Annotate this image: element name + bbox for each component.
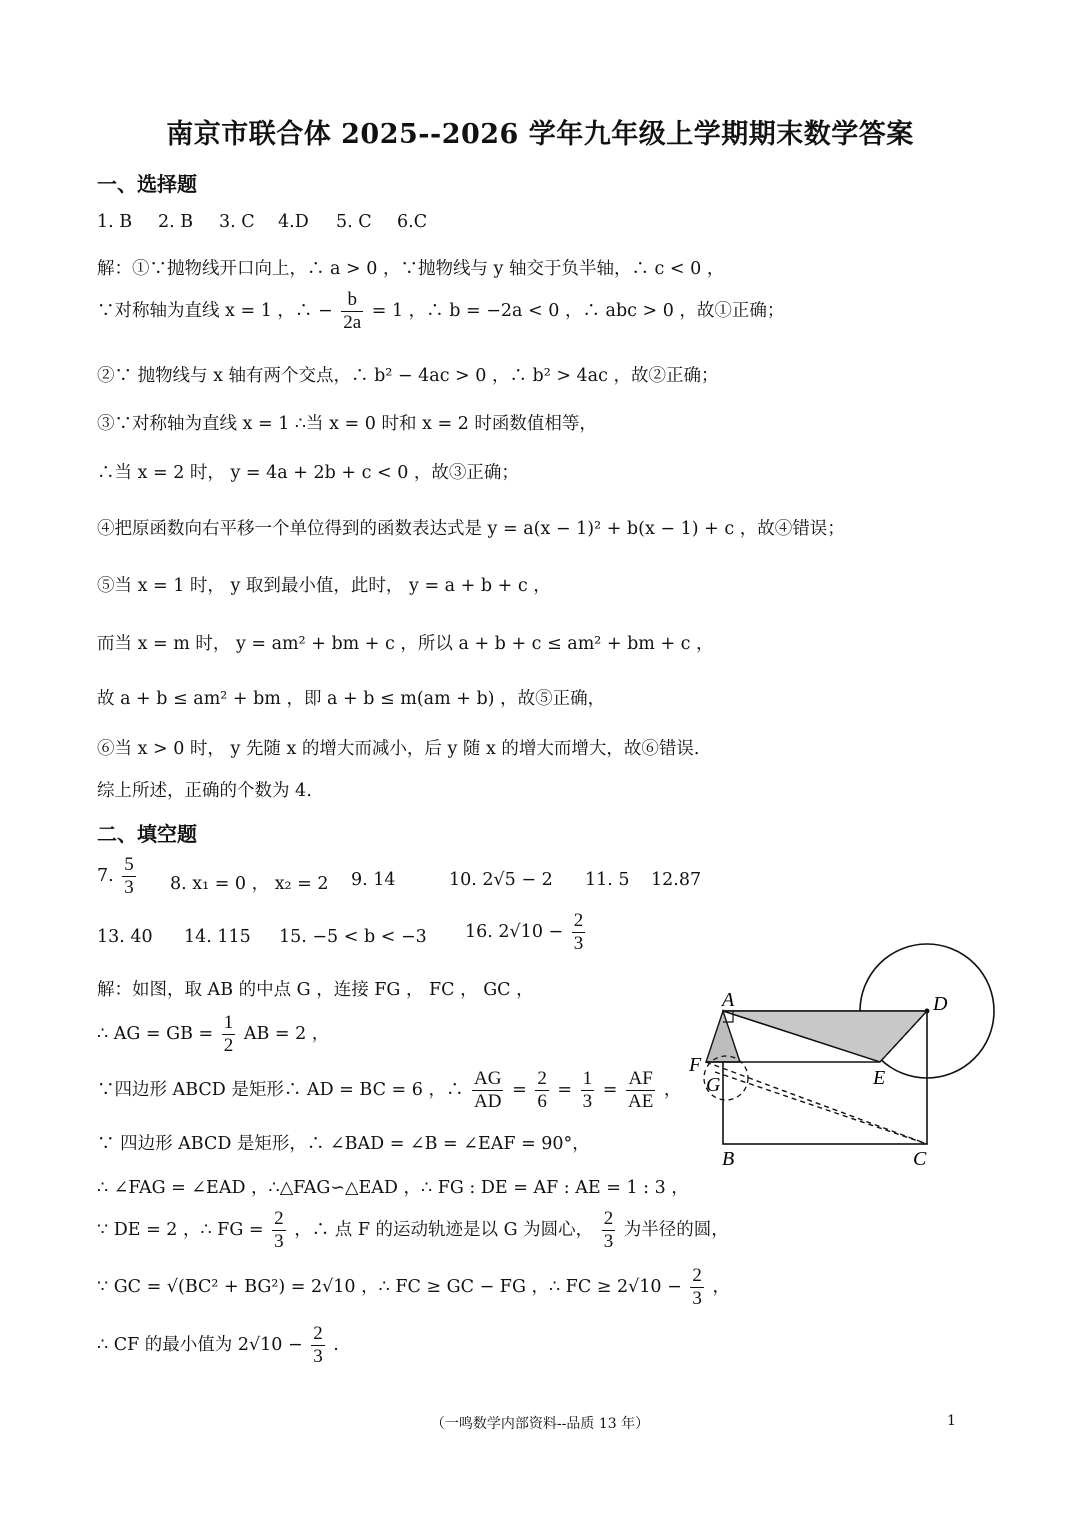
denominator: 3	[274, 1231, 284, 1252]
solution-line-fraction	[97, 1208, 729, 1253]
solution-line: ③∵对称轴为直线 x = 1 ∴当 x = 0 时和 x = 2 时函数值相等，	[97, 414, 597, 434]
denominator: 3	[124, 877, 134, 898]
fraction	[535, 1068, 549, 1113]
solution-line: 解：①∵抛物线开口向上，∴ a > 0 ，∵抛物线与 y 轴交于负半轴，∴ c < 0 ，	[97, 259, 725, 279]
numerator: AG	[474, 1068, 502, 1089]
solution-line: ∴当 x = 2 时， y = 4a + 2b + c < 0 ，故③正确；	[97, 463, 519, 483]
answer-6: 6.C	[397, 212, 428, 232]
solution-line: ∴ ∠FAG = ∠EAD ，∴△FAG∽△EAD ，∴ FG : DE = AF : AE = 1 : 3 ，	[97, 1178, 689, 1198]
solution-line: ∵ 四边形 ABCD 是矩形，∴ ∠BAD = ∠B = ∠EAF = 90°，	[97, 1134, 590, 1154]
text-segment: ∵四边形 ABCD 是矩形∴ AD = BC = 6 ，∴	[97, 1080, 464, 1100]
section-heading-choice: 一、选择题	[97, 172, 197, 196]
fill-answer-8: 8. x₁ = 0 ， x₂ = 2	[170, 874, 329, 894]
shaded-small-triangle	[706, 1011, 740, 1062]
geometry-figure	[680, 935, 1010, 1175]
point-d	[925, 1009, 930, 1014]
denominator: 2a	[343, 312, 362, 333]
answer-label: 16. 2√10 −	[465, 922, 564, 942]
solution-line: ②∵ 抛物线与 x 轴有两个交点，∴ b² − 4ac > 0 ，∴ b² > 4ac ，故②正确；	[97, 366, 719, 386]
numerator: 2	[537, 1068, 547, 1089]
fraction	[272, 1208, 286, 1253]
segment-fc	[706, 1062, 927, 1144]
text-segment: ∴ CF 的最小值为 2√10 −	[97, 1335, 303, 1355]
denominator: 6	[537, 1091, 547, 1112]
equals-sign: =	[602, 1080, 618, 1100]
text-segment: ，	[712, 1277, 730, 1297]
label-g: G	[706, 1074, 721, 1096]
fill-answer-7	[97, 854, 139, 899]
solution-line-fraction	[97, 289, 784, 334]
label-b: B	[722, 1148, 735, 1170]
fraction	[581, 1068, 595, 1113]
denominator: AE	[627, 1091, 654, 1112]
fraction	[341, 289, 363, 334]
denominator: 3	[692, 1288, 702, 1309]
numerator: AF	[626, 1068, 655, 1091]
fraction	[472, 1068, 503, 1113]
solution-line: ⑥当 x > 0 时， y 先随 x 的增大而减小，后 y 随 x 的增大而增大，故⑥错误.	[97, 739, 700, 759]
label-c: C	[913, 1148, 927, 1170]
solution-line-fraction	[97, 1068, 681, 1113]
fraction	[122, 854, 136, 899]
numerator: 2	[573, 910, 584, 931]
numerator: 5	[124, 854, 134, 875]
numerator: 1	[223, 1012, 234, 1033]
solution-line: ④把原函数向右平移一个单位得到的函数表达式是 y = a(x − 1)² + b(x − 1) + c ，故④错误；	[97, 519, 845, 539]
text-segment: = 1 ，∴ b = −2a < 0 ，∴ abc > 0 ，故①正确；	[371, 301, 785, 321]
label-a: A	[722, 989, 735, 1011]
numerator: 2	[313, 1323, 323, 1344]
denominator: 3	[582, 1091, 593, 1112]
answer-2: 2. B	[158, 212, 194, 232]
text-segment: 为半径的圆，	[623, 1220, 729, 1240]
fill-answer-16	[465, 910, 588, 955]
denominator: AD	[474, 1091, 502, 1112]
text-segment: ∵对称轴为直线 x = 1 ，∴ −	[97, 301, 333, 321]
solution-line-fraction	[97, 1012, 329, 1057]
equals-sign: =	[512, 1080, 527, 1100]
numerator: 2	[274, 1208, 284, 1229]
label-d: D	[933, 993, 948, 1015]
answer-1: 1. B	[97, 212, 133, 232]
solution-line: 综上所述，正确的个数为 4.	[97, 781, 312, 801]
solution-line: 解：如图，取 AB 的中点 G ，连接 FG ， FC ， GC ，	[97, 980, 534, 1000]
numerator: 2	[603, 1208, 614, 1229]
solution-line: 故 a + b ≤ am² + bm ，即 a + b ≤ m(am + b) ，故⑤正确，	[97, 689, 606, 709]
answer-3: 3. C	[219, 212, 255, 232]
page-number: 1	[947, 1413, 956, 1429]
fraction	[690, 1265, 704, 1310]
numerator: 1	[582, 1068, 593, 1089]
equals-sign: =	[557, 1080, 573, 1100]
segment-gc	[715, 1072, 927, 1144]
numerator: b	[341, 289, 363, 312]
numerator: 2	[692, 1265, 702, 1286]
text-segment: ，∴ 点 F 的运动轨迹是以 G 为圆心，	[294, 1220, 594, 1240]
fraction	[626, 1068, 655, 1113]
fill-answer-12: 12.87	[651, 870, 702, 890]
label-f: F	[689, 1054, 702, 1076]
answer-4: 4.D	[278, 212, 309, 232]
denominator: 3	[573, 933, 584, 954]
shaded-triangle	[723, 1011, 927, 1062]
text-segment: ∴ AG = GB =	[97, 1024, 214, 1044]
page-title: 南京市联合体 2025--2026 学年九年级上学期期末数学答案	[166, 119, 914, 150]
text-segment: ∵ GC = √(BC² + BG²) = 2√10 ，∴ FC ≥ GC − FG ，∴ FC ≥ 2√10 −	[97, 1277, 682, 1297]
fraction	[602, 1208, 616, 1253]
section-heading-fill: 二、填空题	[97, 822, 197, 846]
label-e: E	[873, 1067, 886, 1089]
denominator: 3	[313, 1346, 323, 1367]
fraction	[572, 910, 586, 955]
answer-5: 5. C	[336, 212, 372, 232]
fill-answer-11: 11. 5	[585, 870, 630, 890]
fill-answer-13: 13. 40	[97, 927, 153, 947]
text-segment: AB = 2 ，	[243, 1024, 330, 1044]
fill-answer-15: 15. −5 < b < −3	[279, 927, 427, 947]
text-segment: ，	[663, 1080, 682, 1100]
page-footer: （一鸣数学内部资料--品质 13 年）	[430, 1416, 650, 1432]
denominator: 3	[603, 1231, 614, 1252]
fraction	[222, 1012, 236, 1057]
answer-label: 7.	[97, 866, 114, 886]
fill-answer-9: 9. 14	[351, 870, 396, 890]
text-segment: .	[333, 1335, 339, 1355]
solution-line-fraction	[97, 1323, 339, 1368]
solution-line: ⑤当 x = 1 时， y 取到最小值，此时， y = a + b + c ，	[97, 576, 551, 596]
solution-line-fraction	[97, 1265, 730, 1310]
fraction	[311, 1323, 325, 1368]
solution-line: 而当 x = m 时， y = am² + bm + c ，所以 a + b + c ≤ am² + bm + c ，	[97, 634, 714, 654]
denominator: 2	[223, 1035, 234, 1056]
fill-answer-14: 14. 115	[184, 927, 251, 947]
text-segment: ∵ DE = 2 ，∴ FG =	[97, 1220, 264, 1240]
fill-answer-10: 10. 2√5 − 2	[449, 870, 553, 890]
